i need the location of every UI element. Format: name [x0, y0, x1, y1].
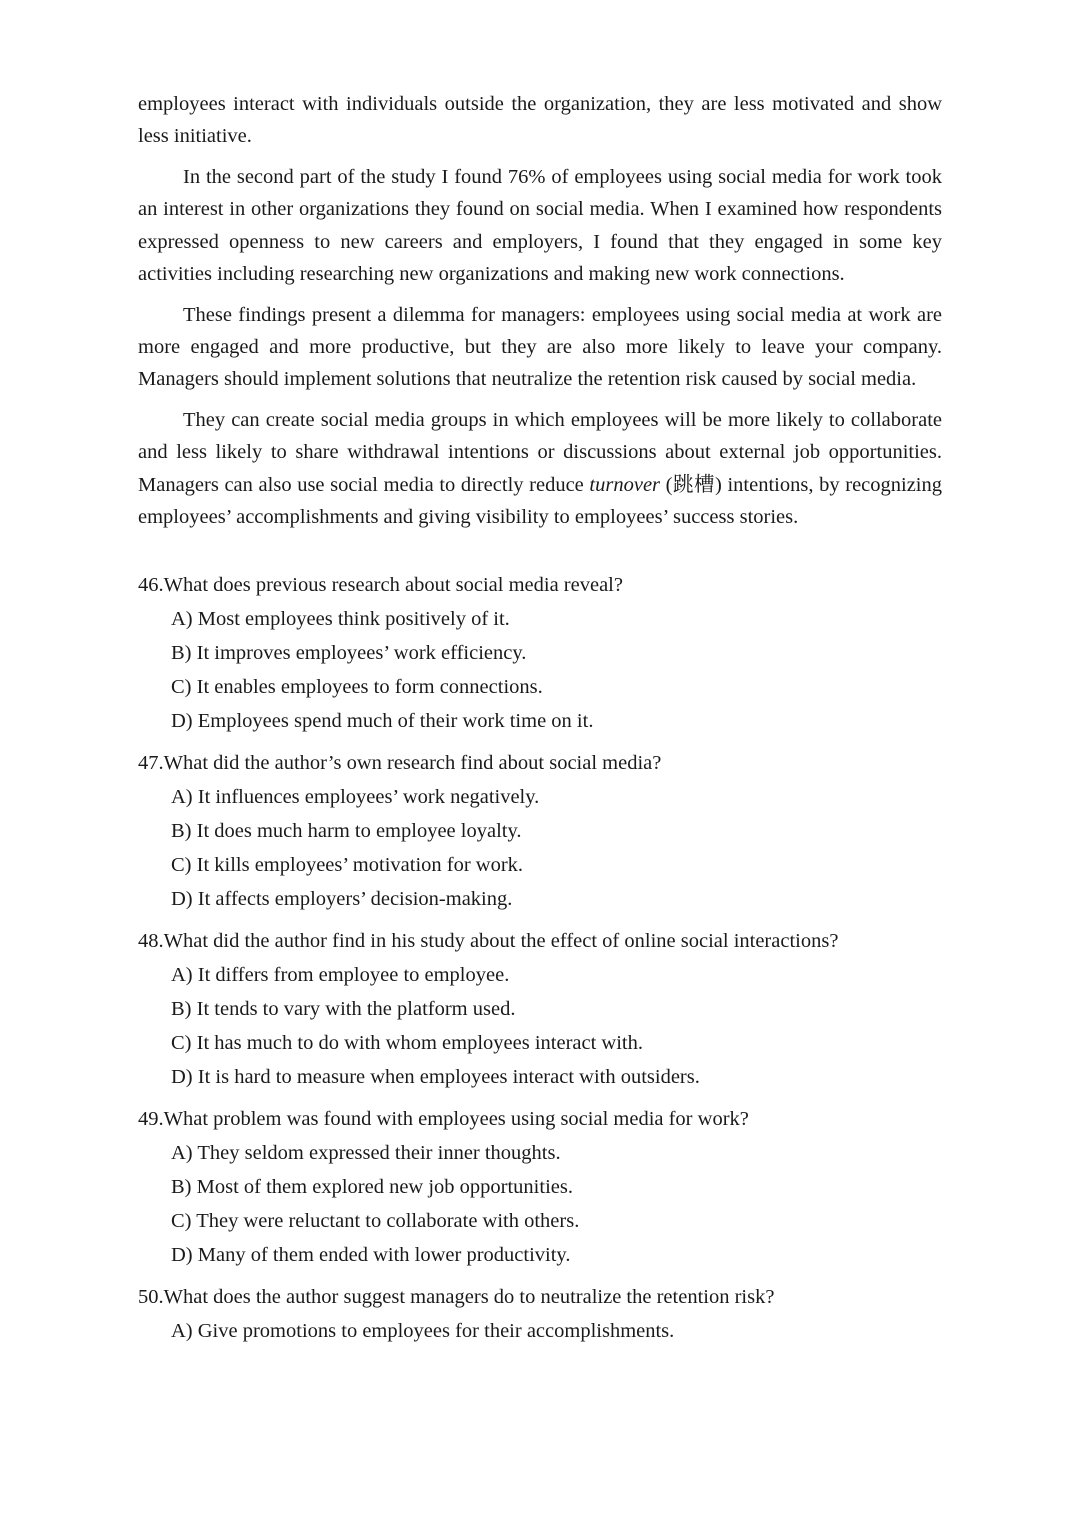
option-c: C) It kills employees’ motivation for work.	[171, 854, 524, 877]
option-a: A) Give promotions to employees for their accomplishments.	[171, 1320, 675, 1343]
option-d: D) It is hard to measure when employees interact with outsiders.	[171, 1066, 700, 1089]
question-46	[138, 568, 942, 738]
option-d: D) It affects employers’ decision-making.	[171, 888, 513, 911]
passage-paragraph-3: These findings present a dilemma for managers: employees using social media at work are more engaged and more productive, but they are also more likely to leave your company. Managers should implement solutions that neutralize the retention risk caused by social media.	[138, 303, 942, 391]
question-list	[138, 568, 942, 1348]
option-b: B) It improves employees’ work efficiency.	[171, 642, 527, 665]
option-d: D) Many of them ended with lower productivity.	[171, 1244, 571, 1267]
option-d: D) Employees spend much of their work time on it.	[171, 710, 594, 733]
option-a: A) It differs from employee to employee.	[171, 964, 510, 987]
glossed-term: turnover	[589, 473, 661, 496]
option-b: B) It does much harm to employee loyalty.	[171, 820, 522, 843]
passage-paragraph-1: employees interact with individuals outside the organization, they are less motivated and show less initiative.	[138, 93, 942, 148]
question-47	[138, 746, 942, 916]
paragraph-4-text-before: They can create social media groups in which employees will be more likely to collaborate and less likely to share withdrawal intentions or discussions about external job opportunities. Managers can also use social media to directly reduce	[138, 409, 942, 496]
paragraph-4-text-after: intentions, by recognizing employees’ accomplishments and giving visibility to employees’ success stories.	[138, 473, 943, 529]
exam-page	[138, 88, 942, 1356]
option-b: B) It tends to vary with the platform used.	[171, 998, 516, 1021]
option-c: C) They were reluctant to collaborate with others.	[171, 1210, 580, 1233]
option-b: B) Most of them explored new job opportunities.	[171, 1176, 573, 1199]
question-48	[138, 924, 942, 1094]
question-stem: 46.What does previous research about social media reveal?	[138, 574, 623, 597]
option-a: A) Most employees think positively of it.	[171, 608, 510, 631]
question-stem: 49.What problem was found with employees using social media for work?	[138, 1108, 749, 1131]
question-stem: 50.What does the author suggest managers do to neutralize the retention risk?	[138, 1286, 775, 1309]
question-stem: 47.What did the author’s own research find about social media?	[138, 752, 662, 775]
option-a: A) It influences employees’ work negatively.	[171, 786, 540, 809]
question-50	[138, 1280, 942, 1348]
question-49	[138, 1102, 942, 1272]
option-c: C) It has much to do with whom employees interact with.	[171, 1032, 643, 1055]
option-a: A) They seldom expressed their inner thoughts.	[171, 1142, 561, 1165]
passage-paragraph-4	[138, 404, 942, 533]
passage-paragraph-2: In the second part of the study I found 76% of employees using social media for work took an interest in other organizations they found on social media. When I examined how respondents expressed openness to new careers and employers, I found that they engaged in some key activities including researching new organizations and making new work connections.	[138, 166, 942, 285]
term-gloss: (跳槽)	[660, 473, 728, 496]
reading-passage	[138, 88, 942, 533]
option-c: C) It enables employees to form connections.	[171, 676, 543, 699]
question-stem: 48.What did the author find in his study about the effect of online social interactions?	[138, 930, 839, 953]
